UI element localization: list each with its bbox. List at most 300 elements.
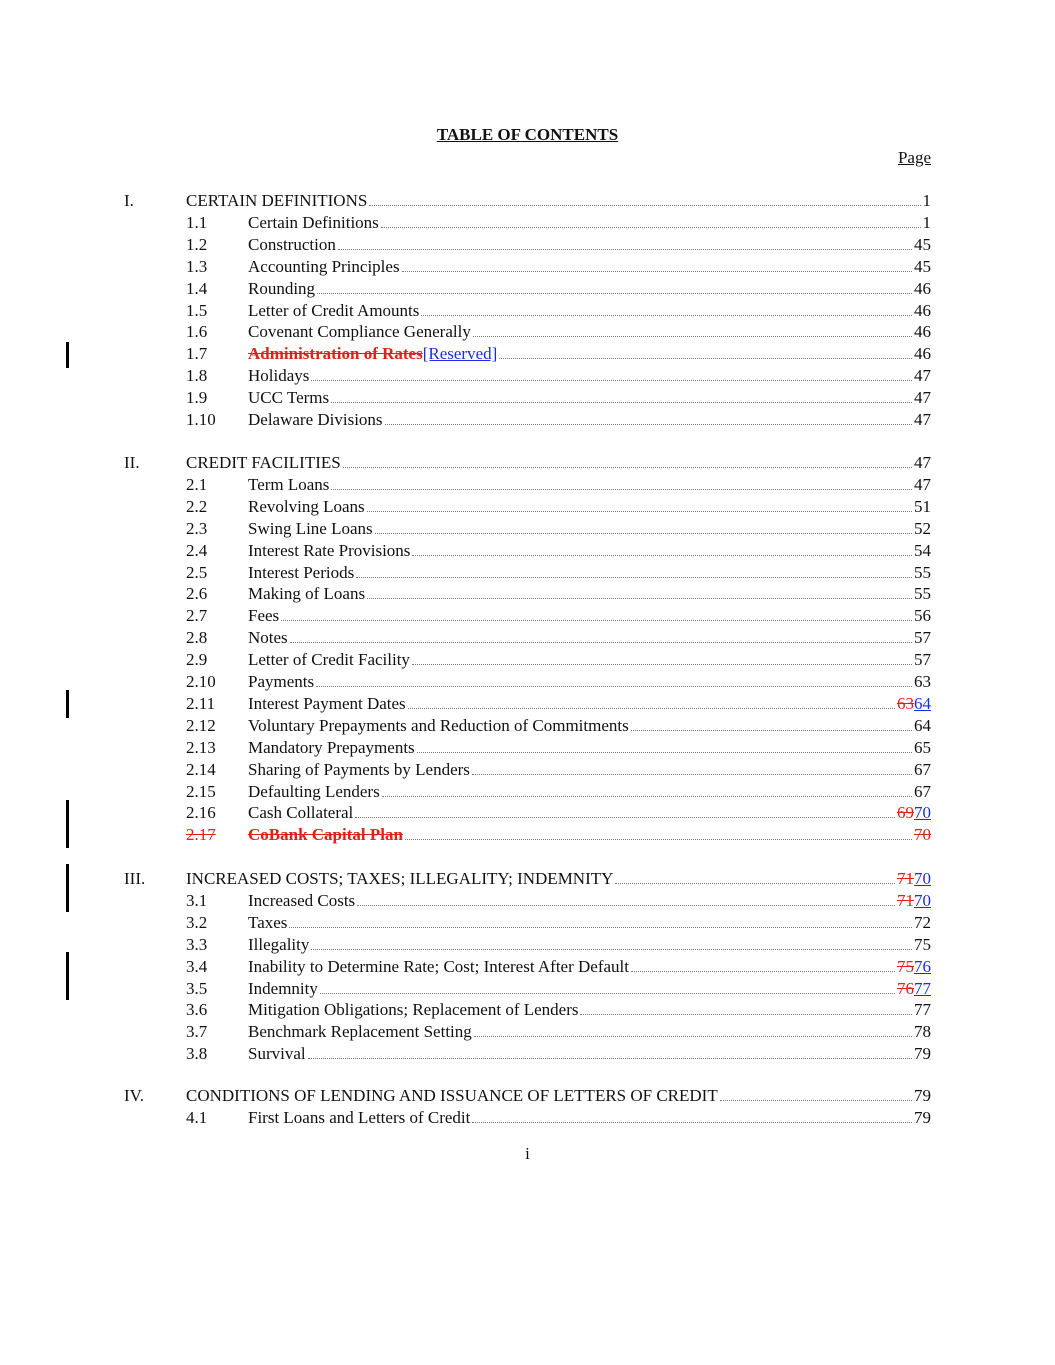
entry-title [248, 934, 309, 956]
title-text: Fees [248, 606, 280, 626]
toc-article-row[interactable] [0, 868, 1055, 890]
toc-section-row[interactable] [0, 234, 1055, 256]
title-text: CERTAIN DEFINITIONS [186, 191, 368, 210]
page-number [914, 759, 931, 781]
section-title-line [248, 474, 931, 496]
toc-section-row[interactable] [0, 671, 1055, 693]
section-title-line [248, 212, 931, 234]
title-text: Accounting Principles [248, 256, 400, 276]
title-text: Making of Loans [248, 584, 366, 604]
title-text: INCREASED COSTS; TAXES; ILLEGALITY; INDEMNITY [186, 869, 614, 888]
section-number: 2.6 [186, 584, 208, 604]
dot-leader [720, 1086, 912, 1101]
page-number-value: 46 [914, 322, 931, 342]
entry-title [248, 583, 365, 605]
inserted-page-number: 77 [914, 978, 931, 998]
section-number: 3.1 [186, 890, 208, 910]
title-text: Revolving Loans [248, 496, 365, 516]
section-title-line [248, 583, 931, 605]
dot-leader [311, 935, 912, 950]
page-number [914, 1043, 931, 1065]
page-number-value: 1 [922, 191, 931, 210]
toc-section-row[interactable] [0, 605, 1055, 627]
dot-leader [367, 584, 912, 599]
entry-title [248, 605, 279, 627]
page-number [923, 212, 932, 234]
inserted-page-number: 70 [914, 869, 931, 888]
entry-title [248, 474, 329, 496]
section-title-line [248, 671, 931, 693]
entry-title [248, 1043, 306, 1065]
inserted-page-number: 70 [914, 803, 931, 823]
dot-leader [405, 825, 912, 840]
title-text: Notes [248, 628, 288, 648]
entry-title [248, 256, 400, 278]
section-number: 1.10 [186, 410, 216, 429]
toc-section-row[interactable] [0, 934, 1055, 956]
section-title-line [248, 1021, 931, 1043]
entry-title [248, 912, 287, 934]
dot-leader [631, 716, 912, 731]
section-number: 2.1 [186, 474, 208, 494]
toc-section-row[interactable] [0, 212, 1055, 234]
dot-leader [343, 453, 912, 468]
section-number: 3.7 [186, 1022, 208, 1042]
section-title-line [248, 496, 931, 518]
article-title-line [186, 452, 931, 474]
page-number-value: 70 [914, 825, 931, 845]
toc-section-row[interactable] [0, 540, 1055, 562]
dot-leader [289, 913, 912, 928]
toc-section-row[interactable] [0, 715, 1055, 737]
dot-leader [316, 672, 912, 687]
page-number [914, 474, 931, 496]
section-title-line [248, 343, 931, 365]
entry-title [248, 278, 315, 300]
page-number-value: 64 [914, 715, 931, 735]
toc-section-row[interactable] [0, 256, 1055, 278]
toc-section-row[interactable] [0, 278, 1055, 300]
page-number [914, 343, 931, 365]
toc-section-row[interactable] [0, 300, 1055, 322]
page-number [914, 999, 931, 1021]
dot-leader [331, 388, 912, 403]
page-number-value: 47 [914, 410, 931, 429]
toc-section-row[interactable] [0, 912, 1055, 934]
page-number [914, 1107, 931, 1129]
section-title-line [248, 562, 931, 584]
dot-leader [615, 869, 895, 884]
toc-section-row[interactable] [0, 649, 1055, 671]
title-text: Swing Line Loans [248, 518, 373, 538]
page-number-value: 75 [914, 934, 931, 954]
page-number [914, 583, 931, 605]
title-text: Interest Rate Provisions [248, 540, 411, 560]
page-number [897, 693, 931, 715]
page-number [914, 278, 931, 300]
dot-leader [357, 891, 895, 906]
entry-title [248, 496, 365, 518]
section-number: 3.3 [186, 934, 208, 954]
deleted-page-number: 69 [897, 803, 914, 823]
page-number [914, 671, 931, 693]
toc-section-row[interactable] [0, 387, 1055, 409]
title-text: Term Loans [248, 474, 330, 494]
section-title-line [248, 759, 931, 781]
section-title-line [248, 409, 931, 431]
page-number-value: 46 [914, 278, 931, 298]
section-title-line [248, 999, 931, 1021]
section-number: 1.8 [186, 366, 208, 386]
toc-section-row[interactable] [0, 693, 1055, 715]
page-number-value: 1 [922, 212, 931, 232]
article-title-line [186, 190, 931, 212]
title-text: Letter of Credit Facility [248, 650, 410, 670]
section-number: 2.3 [186, 518, 208, 538]
dot-leader [385, 410, 912, 425]
title-text: Certain Definitions [248, 212, 379, 232]
section-number: 2.9 [186, 650, 208, 670]
inserted-page-number: 64 [914, 693, 931, 713]
page-number [914, 409, 931, 431]
dot-leader [473, 322, 912, 337]
section-number: 2.12 [186, 715, 216, 735]
dot-leader [320, 979, 895, 994]
page-number [923, 190, 932, 212]
toc-section-row[interactable] [0, 496, 1055, 518]
page-number [914, 365, 931, 387]
page-number [914, 562, 931, 584]
article-number: IV. [124, 1086, 144, 1105]
entry-title [248, 649, 410, 671]
section-title-line [248, 715, 931, 737]
dot-leader [290, 628, 912, 643]
section-number: 2.2 [186, 496, 208, 516]
page-number-value: 47 [914, 453, 931, 472]
inserted-title: [Reserved] [422, 344, 498, 364]
title-text: Inability to Determine Rate; Cost; Interest After Default [248, 956, 629, 976]
entry-title [248, 715, 629, 737]
page-number-value: 79 [914, 1044, 931, 1064]
dot-leader [417, 738, 912, 753]
section-number: 2.5 [186, 562, 208, 582]
dot-leader [367, 497, 912, 512]
dot-leader [317, 279, 912, 294]
toc-section-row[interactable] [0, 890, 1055, 912]
section-title-line [248, 365, 931, 387]
title-text: Mandatory Prepayments [248, 737, 415, 757]
page-number [914, 605, 931, 627]
page-number [897, 802, 931, 824]
deleted-page-number: 76 [897, 978, 914, 998]
entry-title [248, 300, 419, 322]
title-text: Voluntary Prepayments and Reduction of Commitments [248, 715, 629, 735]
entry-title [248, 1021, 472, 1043]
section-title-line [248, 387, 931, 409]
section-title-line [248, 890, 931, 912]
dot-leader [375, 519, 912, 534]
section-title-line [248, 934, 931, 956]
dot-leader [580, 1000, 912, 1015]
section-title-line [248, 737, 931, 759]
dot-leader [499, 344, 912, 359]
page-number-value: 45 [914, 256, 931, 276]
page-number [914, 540, 931, 562]
page-number [914, 256, 931, 278]
dot-leader [331, 475, 912, 490]
toc-section-row[interactable] [0, 802, 1055, 824]
toc-section-row[interactable] [0, 474, 1055, 496]
section-number: 1.4 [186, 278, 208, 298]
title-text: First Loans and Letters of Credit [248, 1107, 471, 1127]
section-number: 2.17 [186, 825, 216, 845]
toc-section-row[interactable] [0, 737, 1055, 759]
title-text: Benchmark Replacement Setting [248, 1022, 472, 1042]
dot-leader [408, 694, 895, 709]
toc-section-row[interactable] [0, 781, 1055, 803]
dot-leader [412, 650, 912, 665]
article-title-line [186, 1085, 931, 1107]
title-text: Survival [248, 1044, 306, 1064]
page-number [914, 781, 931, 803]
section-title-line [248, 824, 931, 846]
section-title-line [248, 540, 931, 562]
page-number-value: 55 [914, 584, 931, 604]
section-number: 1.2 [186, 234, 208, 254]
page-number-value: 47 [914, 388, 931, 408]
title-text: Letter of Credit Amounts [248, 300, 420, 320]
page-number-value: 55 [914, 562, 931, 582]
section-number: 3.8 [186, 1044, 208, 1064]
section-title-line [248, 518, 931, 540]
section-title-line [248, 627, 931, 649]
section-number: 4.1 [186, 1107, 208, 1127]
title-text: Indemnity [248, 978, 318, 998]
title-text: Increased Costs [248, 890, 356, 910]
page-number-value: 78 [914, 1022, 931, 1042]
title-text: Covenant Compliance Generally [248, 322, 471, 342]
title-text: Illegality [248, 934, 310, 954]
dot-leader [355, 803, 895, 818]
page-number-value: 67 [914, 781, 931, 801]
title-text: Defaulting Lenders [248, 781, 380, 801]
toc-article-row[interactable] [0, 1085, 1055, 1107]
article-number: II. [124, 453, 140, 472]
page-number [914, 627, 931, 649]
toc-section-row[interactable] [0, 759, 1055, 781]
title-text: Mitigation Obligations; Replacement of Lenders [248, 1000, 579, 1020]
section-number: 2.13 [186, 737, 216, 757]
page-number [914, 234, 931, 256]
toc-article-row[interactable] [0, 452, 1055, 474]
entry-title [248, 365, 309, 387]
page-number-value: 79 [914, 1107, 931, 1127]
page-number-value: 57 [914, 650, 931, 670]
toc-section-row[interactable] [0, 1021, 1055, 1043]
title-text: CREDIT FACILITIES [186, 453, 341, 472]
section-number: 3.5 [186, 978, 208, 998]
entry-title [248, 343, 497, 365]
entry-title [248, 540, 410, 562]
page-number [914, 496, 931, 518]
title-text: Interest Periods [248, 562, 355, 582]
dot-leader [412, 541, 912, 556]
entry-title [248, 737, 415, 759]
entry-title [248, 693, 406, 715]
page-number [914, 452, 931, 474]
toc-section-row[interactable] [0, 824, 1055, 846]
section-number: 3.6 [186, 1000, 208, 1020]
section-number: 2.7 [186, 606, 208, 626]
entry-title [248, 781, 380, 803]
title-text: CONDITIONS OF LENDING AND ISSUANCE OF LETTERS OF CREDIT [186, 1086, 718, 1105]
page-number [897, 956, 931, 978]
toc-section-row[interactable] [0, 956, 1055, 978]
deleted-title: Administration of Rates [248, 344, 423, 364]
deleted-page-number: 71 [897, 890, 914, 910]
page-number [914, 934, 931, 956]
page-number [914, 824, 931, 846]
section-number: 2.4 [186, 540, 208, 560]
section-title-line [248, 649, 931, 671]
toc-section-row[interactable] [0, 627, 1055, 649]
section-number: 2.14 [186, 759, 216, 779]
section-number: 2.15 [186, 781, 216, 801]
section-title-line [248, 321, 931, 343]
title-text: Construction [248, 234, 336, 254]
article-number: III. [124, 869, 146, 888]
toc-section-row[interactable] [0, 562, 1055, 584]
entry-title [248, 627, 288, 649]
section-number: 2.8 [186, 628, 208, 648]
section-number: 1.6 [186, 322, 208, 342]
section-title-line [248, 234, 931, 256]
entry-title [248, 321, 471, 343]
title-text: Rounding [248, 278, 316, 298]
section-number: 3.2 [186, 912, 208, 932]
page-number-value: 67 [914, 759, 931, 779]
entry-title [248, 956, 629, 978]
page-number [914, 518, 931, 540]
toc-section-row[interactable] [0, 1107, 1055, 1129]
section-number: 1.1 [186, 212, 208, 232]
section-title-line [248, 802, 931, 824]
page-number-value: 56 [914, 606, 931, 626]
dot-leader [421, 301, 912, 316]
title-text: Delaware Divisions [248, 410, 383, 429]
section-number: 2.16 [186, 803, 216, 823]
footer-page-number: i [525, 1144, 530, 1163]
section-number: 1.9 [186, 388, 208, 408]
page-number-value: 46 [914, 300, 931, 320]
dot-leader [402, 257, 912, 272]
toc-section-row[interactable] [0, 999, 1055, 1021]
page-number-value: 57 [914, 628, 931, 648]
page-number [897, 978, 931, 1000]
toc-section-row[interactable] [0, 409, 1055, 431]
section-title-line [248, 956, 931, 978]
title-text: Payments [248, 672, 315, 691]
title-text: CoBank Capital Plan [248, 825, 403, 845]
section-title-line [248, 605, 931, 627]
page-number [914, 715, 931, 737]
page-number-value: 79 [914, 1086, 931, 1105]
entry-title [248, 824, 403, 846]
entry-title [248, 1107, 470, 1129]
page-number [914, 300, 931, 322]
section-title-line [248, 1107, 931, 1129]
entry-title [248, 999, 578, 1021]
entry-title [248, 562, 354, 584]
section-title-line [248, 693, 931, 715]
dot-leader [281, 606, 912, 621]
toc-title: TABLE OF CONTENTS [436, 125, 619, 144]
section-number: 1.7 [186, 344, 208, 364]
toc-section-row[interactable] [0, 321, 1055, 343]
article-title-line [186, 868, 931, 890]
page-number-value: 47 [914, 366, 931, 386]
inserted-page-number: 76 [914, 956, 931, 976]
title-text: Cash Collateral [248, 803, 354, 823]
section-number: 2.10 [186, 672, 216, 691]
section-number: 1.5 [186, 300, 208, 320]
entry-title [248, 212, 379, 234]
toc-section-row[interactable] [0, 1043, 1055, 1065]
toc-section-row[interactable] [0, 583, 1055, 605]
dot-leader [369, 191, 920, 206]
page-column-header: Page [897, 148, 931, 167]
dot-leader [356, 563, 912, 578]
page-number [897, 868, 931, 890]
title-text: UCC Terms [248, 388, 330, 408]
page-number-value: 72 [914, 912, 931, 932]
toc-article-row[interactable] [0, 190, 1055, 212]
page-number [914, 737, 931, 759]
entry-title [248, 518, 373, 540]
toc-section-row[interactable] [0, 518, 1055, 540]
section-title-line [248, 978, 931, 1000]
page-number [914, 1085, 931, 1107]
deleted-page-number: 75 [897, 956, 914, 976]
entry-title [248, 890, 355, 912]
section-title-line [248, 300, 931, 322]
section-title-line [248, 278, 931, 300]
section-number: 1.3 [186, 256, 208, 276]
entry-title [248, 409, 383, 431]
page-number [914, 1021, 931, 1043]
entry-title [186, 190, 367, 212]
title-text: Interest Payment Dates [248, 693, 406, 713]
entry-title [248, 759, 470, 781]
toc-section-row[interactable] [0, 978, 1055, 1000]
dot-leader [631, 957, 895, 972]
toc-section-row[interactable] [0, 365, 1055, 387]
dot-leader [472, 1108, 912, 1123]
entry-title [186, 868, 613, 890]
title-text: Sharing of Payments by Lenders [248, 759, 470, 779]
dot-leader [382, 782, 912, 797]
page-number-value: 63 [914, 672, 931, 691]
inserted-page-number: 70 [914, 890, 931, 910]
toc-section-row[interactable] [0, 343, 1055, 365]
section-title-line [248, 781, 931, 803]
entry-title [186, 452, 341, 474]
title-text: Holidays [248, 366, 310, 386]
entry-title [248, 802, 353, 824]
page-number [914, 649, 931, 671]
page-number-value: 52 [914, 518, 931, 538]
entry-title [186, 1085, 718, 1107]
